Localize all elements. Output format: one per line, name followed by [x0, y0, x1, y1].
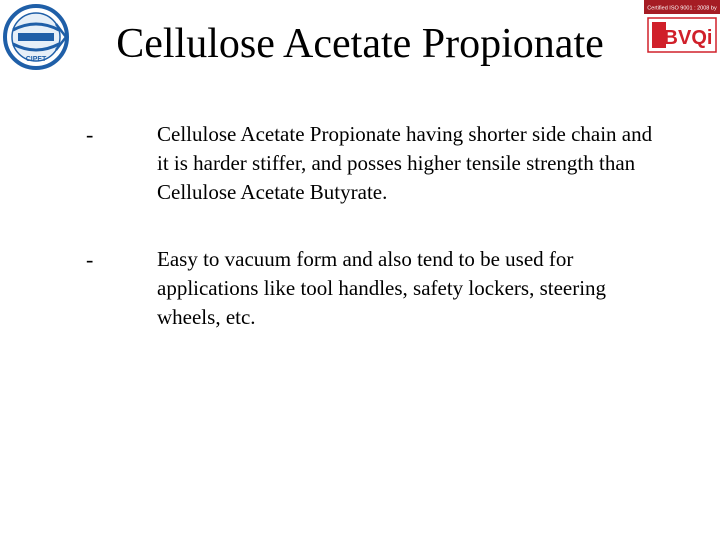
cipet-logo-icon: [0, 0, 76, 76]
bullet-text-2: Easy to vacuum form and also tend to be used for applications like tool handles, safety lockers, steering wheels, etc.: [157, 247, 607, 329]
bvqi-logo-icon: [644, 0, 720, 56]
bvqi-brand: BVQi: [663, 27, 713, 49]
bullet-marker-2: -: [86, 247, 94, 272]
cipet-logo-label: CIPET: [25, 56, 47, 63]
bullet-marker-1: -: [86, 122, 94, 147]
bvqi-caption: Certified ISO 9001 : 2008 by: [647, 5, 717, 12]
slide-title: Cellulose Acetate Propionate: [116, 21, 604, 67]
bullet-text-1: Cellulose Acetate Propionate having shorter side chain and it is harder stiffer, and posses higher tensile strength than Cellulose Acetate Butyrate.: [157, 122, 653, 204]
